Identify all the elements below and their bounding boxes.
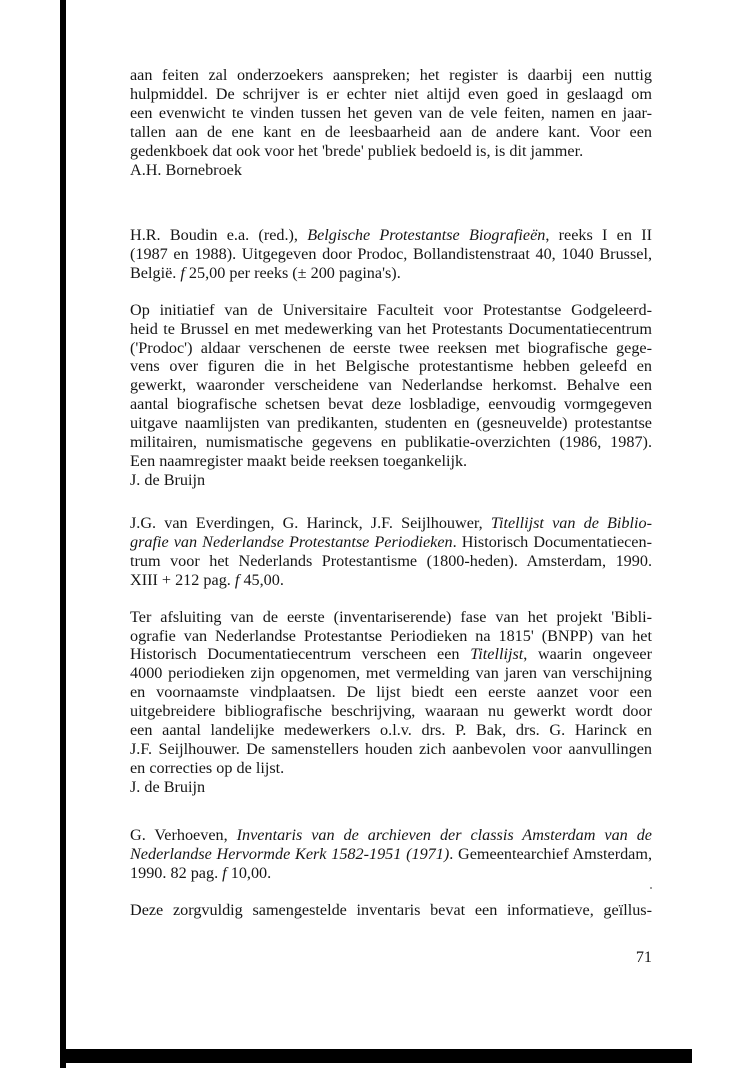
text-line: Een naamregister maakt beide reeksen toegankelijk. bbox=[130, 451, 468, 470]
text-line: 4000 periodieken zijn opgenomen, met vermelding van jaren van verschijning bbox=[130, 664, 652, 683]
text-line: ografie van Nederlandse Protestantse Periodieken na 1815' (BNPP) van het bbox=[130, 626, 652, 645]
text-line: militairen, numismatische gegevens en publikatie-overzichten (1986, 1987). bbox=[130, 433, 652, 452]
book-title: Titellijst van de Biblio- bbox=[490, 514, 652, 532]
reviewer-signature: J. de Bruijn bbox=[130, 777, 206, 796]
text-line: aantal biografische schetsen bevat deze losbladige, eenvoudig vormgegeven bbox=[130, 395, 652, 414]
review-section-verhoeven bbox=[130, 826, 652, 920]
text-line: gewerkt, waaronder verscheidene van Nederlandse herkomst. Behalve een bbox=[130, 376, 652, 395]
florin-sign: f bbox=[234, 570, 240, 589]
text-line: tallen aan de ene kant en de leesbaarheid aan de andere kant. Voor een bbox=[130, 122, 652, 141]
text-line: J.F. Seijlhouwer. De samenstellers houden zich aanbevolen voor aanvullingen bbox=[130, 739, 652, 758]
page-number: 71 bbox=[635, 948, 652, 966]
text-line: Historisch Documentatiecentrum verscheen een Titellijst, waarin ongeveer bbox=[130, 645, 652, 664]
book-title: Belgische Protestantse Biografieën bbox=[307, 226, 546, 244]
text-line: Deze zorgvuldig samengestelde inventaris bevat een informatieve, geïllus- bbox=[130, 900, 652, 919]
text-line: vens over figuren die in het Belgische protestantisme hebben geleefd en bbox=[130, 357, 652, 376]
reference-line: G. Verhoeven, Inventaris van de archieven der classis Amsterdam van de bbox=[130, 826, 652, 844]
reference-line: J.G. van Everdingen, G. Harinck, J.F. Seijlhouwer, Titellijst van de Biblio- bbox=[130, 514, 652, 532]
reference-line: grafie van Nederlandse Protestantse Periodieken. Historisch Documentatiecen- bbox=[130, 532, 652, 551]
florin-sign: f bbox=[222, 863, 227, 882]
book-title: Nederlandse Hervormde Kerk 1582-1951 (1971) bbox=[130, 844, 450, 863]
text-line: een evenwicht te vinden tussen het geven van de vele feiten, namen en jaar- bbox=[130, 103, 652, 122]
reference-line: XIII + 212 pag. f 45,00. bbox=[130, 570, 284, 589]
book-title: grafie van Nederlandse Protestantse Periodieken bbox=[130, 532, 453, 551]
book-title: Titellijst bbox=[470, 645, 524, 664]
reviewer-signature: A.H. Bornebroek bbox=[130, 160, 242, 179]
text-line: gedenkboek dat ook voor het 'brede' publiek bedoeld is, is dit jammer. bbox=[130, 141, 584, 160]
florin-sign: f bbox=[180, 263, 185, 282]
reference-line: België. f 25,00 per reeks (± 200 pagina's). bbox=[130, 263, 401, 282]
text-line: Ter afsluiting van de eerste (inventariserende) fase van het projekt 'Bibli- bbox=[130, 607, 652, 626]
review-section-tail bbox=[130, 66, 652, 179]
text-line: uitgave naamlijsten van predikanten, studenten en (gesneuvelde) protestantse bbox=[130, 414, 652, 433]
text-line: aan feiten zal onderzoekers aanspreken; het register is daarbij een nuttig bbox=[130, 66, 652, 84]
reference-line: 1990. 82 pag. f 10,00. bbox=[130, 863, 272, 882]
review-section-everdingen bbox=[130, 514, 652, 797]
text-line: Op initiatief van de Universitaire Faculteit voor Protestantse Godgeleerd- bbox=[130, 300, 652, 319]
text-line: en correcties op de lijst. bbox=[130, 758, 285, 777]
reference-line: Nederlandse Hervormde Kerk 1582-1951 (1971). Gemeentearchief Amsterdam, bbox=[130, 844, 653, 863]
text-line: heid te Brussel en met medewerking van het Protestants Documentatiecentrum bbox=[130, 319, 652, 338]
text-line: ('Prodoc') aldaar verschenen de eerste twee reeksen met biografische gege- bbox=[130, 338, 652, 357]
reference-line: trum voor het Nederlands Protestantisme (1800-heden). Amsterdam, 1990. bbox=[130, 551, 652, 570]
scan-left-edge-bar bbox=[60, 0, 66, 1068]
text-line: hulpmiddel. De schrijver is er echter niet altijd even goed in geslaagd om bbox=[130, 84, 652, 103]
text-line: uitgebreidere bibliografische beschrijving, waaraan nu gewerkt wordt door bbox=[130, 702, 652, 721]
reference-line: (1987 en 1988). Uitgegeven door Prodoc, Bollandistenstraat 40, 1040 Brussel, bbox=[130, 244, 652, 263]
book-title: Inventaris van de archieven der classis Amsterdam van de bbox=[236, 826, 652, 844]
text-line: een aantal landelijke medewerkers o.l.v. drs. P. Bak, drs. G. Harinck en bbox=[130, 721, 652, 740]
reviewer-signature: J. de Bruijn bbox=[130, 470, 206, 489]
scan-bottom-edge-bar bbox=[60, 1049, 692, 1063]
text-line: en voornaamste vindplaatsen. De lijst biedt een eerste aanzet voor een bbox=[130, 683, 652, 702]
reference-line: H.R. Boudin e.a. (red.), Belgische Protestantse Biografieën, reeks I en II bbox=[130, 226, 652, 244]
review-section-boudin bbox=[130, 226, 652, 490]
